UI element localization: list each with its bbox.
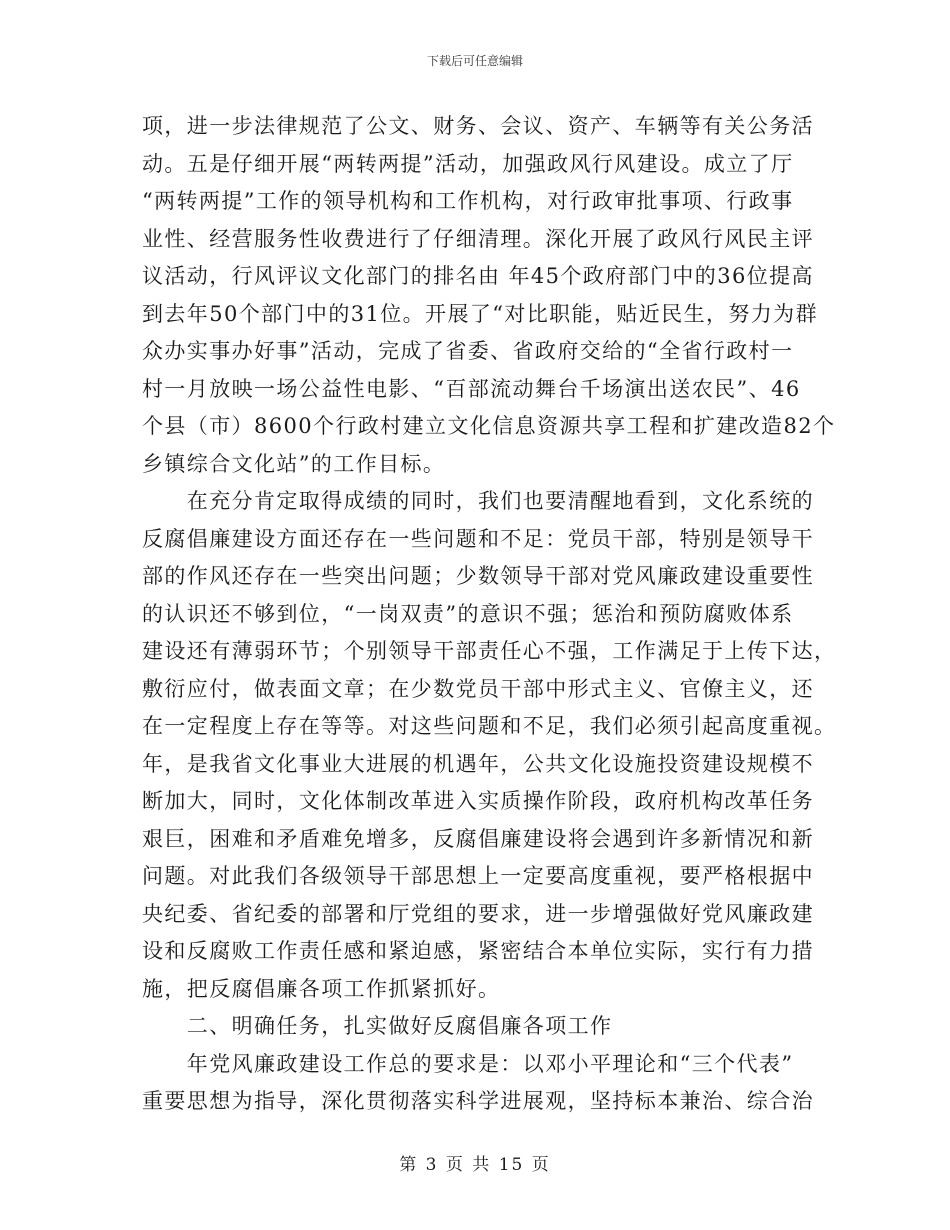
text-line: 业性、经营服务性收费进行了仔细清理。深化开展了政风行风民主评: [142, 226, 814, 251]
text-line: 在充分肯定取得成绩的同时，我们也要清醒地看到，文化系统的: [142, 489, 814, 513]
text-line: 断加大，同时，文化体制改革进入实质操作阶段，政府机构改革任务: [142, 789, 814, 813]
text-line: 众办实事办好事”活动，完成了省委、省政府交给的“全省行政村一: [142, 339, 794, 363]
text-line: 的认识还不够到位，“一岗双责”的意识不强；惩治和预防腐败体系: [142, 601, 794, 626]
text-line: 施，把反腐倡廉各项工作抓紧抓好。: [142, 976, 501, 1001]
text-line: 个县（市）8600个行政村建立文化信息资源共享工程和扩建改造82个: [142, 414, 836, 438]
text-line: 敷衍应付，做表面文章；在少数党员干部中形式主义、官僚主义，还: [142, 676, 814, 701]
text-line: 议活动，行风评议文化部门的排名由 年45个政府部门中的36位提高: [142, 264, 814, 288]
text-line: 到去年50个部门中的31位。开展了“对比职能，贴近民生，努力为群: [142, 301, 818, 326]
text-line: 问题。对此我们各级领导干部思想上一定要高度重视，要严格根据中: [142, 864, 814, 888]
text-line: 反腐倡廉建设方面还存在一些问题和不足：党员干部，特别是领导干: [142, 526, 814, 551]
page-number: 第 3 页 共 15 页: [399, 1155, 551, 1175]
text-line: “两转两提”工作的领导机构和工作机构，对行政审批事项、行政事: [142, 189, 794, 213]
text-line: 建设还有薄弱环节；个别领导干部责任心不强，工作满足于上传下达，: [142, 639, 837, 663]
text-line: 央纪委、省纪委的部署和厅党组的要求，进一步增强做好党风廉政建: [142, 901, 814, 926]
text-line: 重要思想为指导，深化贯彻落实科学进展观，坚持标本兼治、综合治: [142, 1089, 814, 1113]
text-line: 年党风廉政建设工作总的要求是：以邓小平理论和“三个代表”: [142, 1051, 794, 1076]
text-line: 年，是我省文化事业大进展的机遇年，公共文化设施投资建设规模不: [142, 751, 814, 776]
text-line: 动。五是仔细开展“两转两提”活动，加强政风行风建设。成立了厅: [142, 151, 794, 176]
document-body: [142, 108, 837, 1121]
text-line: 设和反腐败工作责任感和紧迫感，紧密结合本单位实际，实行有力措: [142, 939, 814, 963]
text-line: 在一定程度上存在等等。对这些问题和不足，我们必须引起高度重视。: [142, 714, 837, 738]
text-line: 项，进一步法律规范了公文、财务、会议、资产、车辆等有关公务活: [142, 114, 814, 138]
text-line: 部的作风还存在一些突出问题；少数领导干部对党风廉政建设重要性: [142, 564, 814, 588]
text-line: 村一月放映一场公益性电影、“百部流动舞台千场演出送农民”、46: [142, 376, 801, 401]
text-line: 乡镇综合文化站”的工作目标。: [142, 451, 446, 476]
section-heading: 二、明确任务，扎实做好反腐倡廉各项工作: [142, 1014, 613, 1038]
text-line: 艰巨，困难和矛盾难免增多，反腐倡廉建设将会遇到许多新情况和新: [142, 826, 814, 851]
page-header: 下载后可任意编辑: [426, 54, 523, 68]
